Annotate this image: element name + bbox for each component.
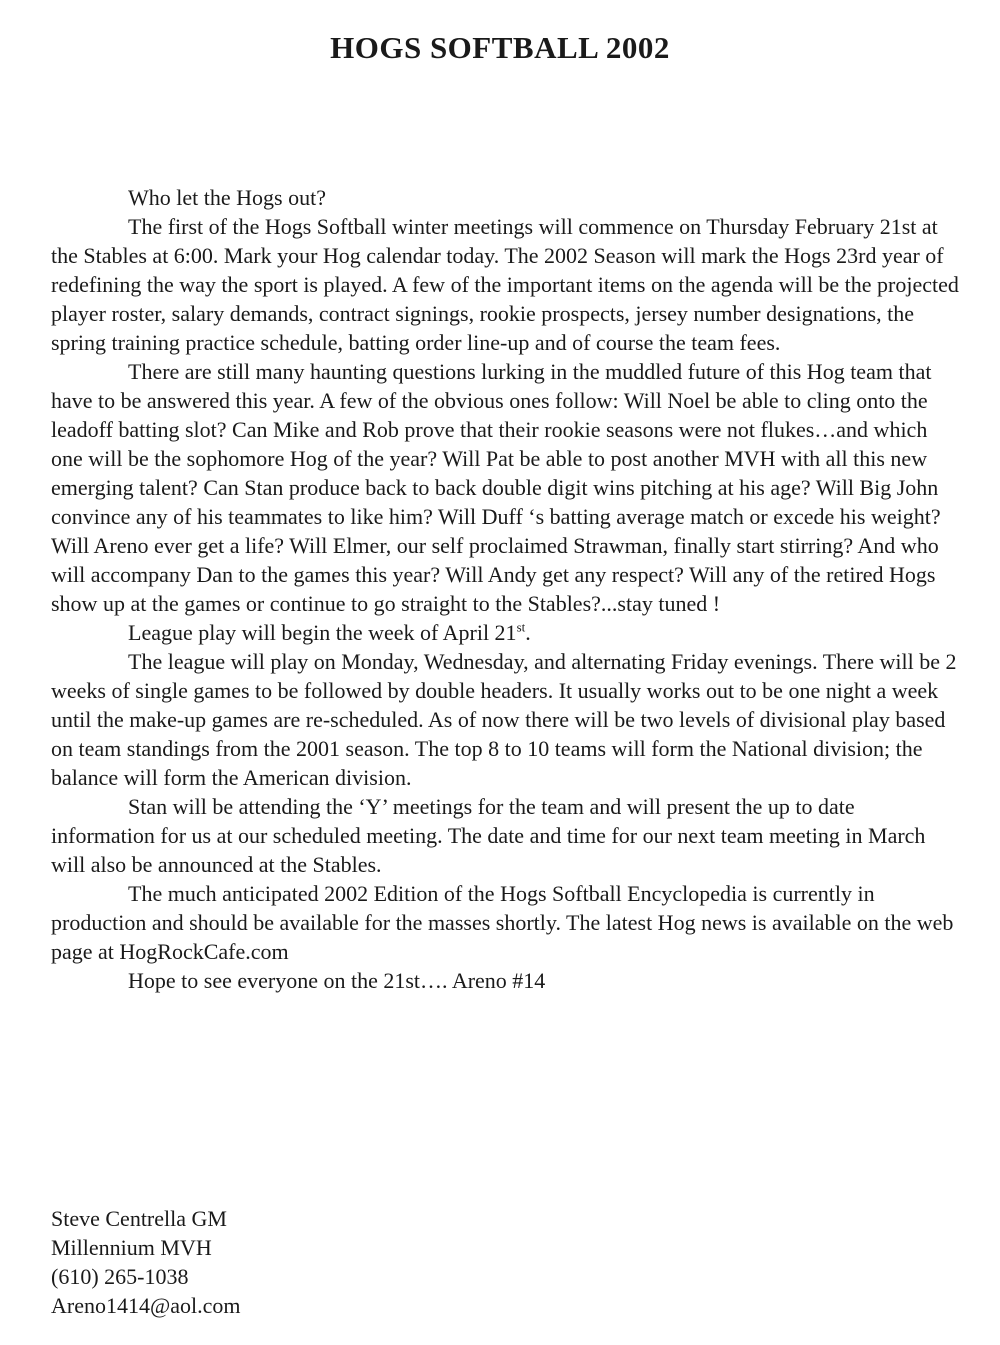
signature-name: Steve Centrella GM: [51, 1206, 227, 1231]
paragraph: The much anticipated 2002 Edition of the Hogs Softball Encyclopedia is currently in production and should be available for the masses shortly. The latest Hog news is available on the web page at HogRockCafe.com: [51, 881, 954, 964]
document-body: [51, 183, 963, 995]
signature-phone: (610) 265-1038: [51, 1264, 189, 1289]
paragraph-text: League play will begin the week of April 21: [128, 620, 517, 645]
paragraph: [51, 618, 963, 647]
signature-block: [51, 1204, 241, 1320]
paragraph: The league will play on Monday, Wednesday, and alternating Friday evenings. There will be 2 weeks of single games to be followed by double headers. It usually works out to be one night a week until the make-up games are re-scheduled. As of now there will be two levels of divisional play based on team standings from the 2001 season. The top 8 to 10 teams will form the National division; the balance will form the American division.: [51, 649, 957, 790]
ordinal-suffix: st: [516, 619, 526, 635]
paragraph-punctuation: .: [525, 620, 531, 645]
signature-email: Areno1414@aol.com: [51, 1293, 241, 1318]
paragraph: Hope to see everyone on the 21st…. Areno #14: [128, 968, 546, 993]
paragraph: The first of the Hogs Softball winter meetings will commence on Thursday February 21st at the Stables at 6:00. Mark your Hog calendar today. The 2002 Season will mark the Hogs 23rd year of redefining the way the sport is played. A few of the important items on the agenda will be the projected player roster, salary demands, contract signings, rookie prospects, jersey number designations, the spring training practice schedule, batting order line-up and of course the team fees.: [51, 214, 959, 355]
paragraph: Stan will be attending the ‘Y’ meetings for the team and will present the up to date information for us at our scheduled meeting. The date and time for our next team meeting in March will also be announced at the Stables.: [51, 794, 926, 877]
signature-title: Millennium MVH: [51, 1235, 212, 1260]
paragraph: Who let the Hogs out?: [128, 185, 326, 210]
paragraph: There are still many haunting questions lurking in the muddled future of this Hog team that have to be answered this year. A few of the obvious ones follow: Will Noel be able to cling onto the leadoff batting slot? Can Mike and Rob prove that their rookie seasons were not flukes…and which one will be the sophomore Hog of the year? Will Pat be able to post another MVH with all this new emerging talent? Can Stan produce back to back double digit wins pitching at his age? Will Big John convince any of his teammates to like him? Will Duff ‘s batting average match or excede his weight? Will Areno ever get a life? Will Elmer, our self proclaimed Strawman, finally start stirring? And who will accompany Dan to the games this year? Will Andy get any respect? Will any of the retired Hogs show up at the games or continue to go straight to the Stables?...stay tuned !: [51, 359, 941, 616]
document-title: HOGS SOFTBALL 2002: [330, 30, 670, 65]
